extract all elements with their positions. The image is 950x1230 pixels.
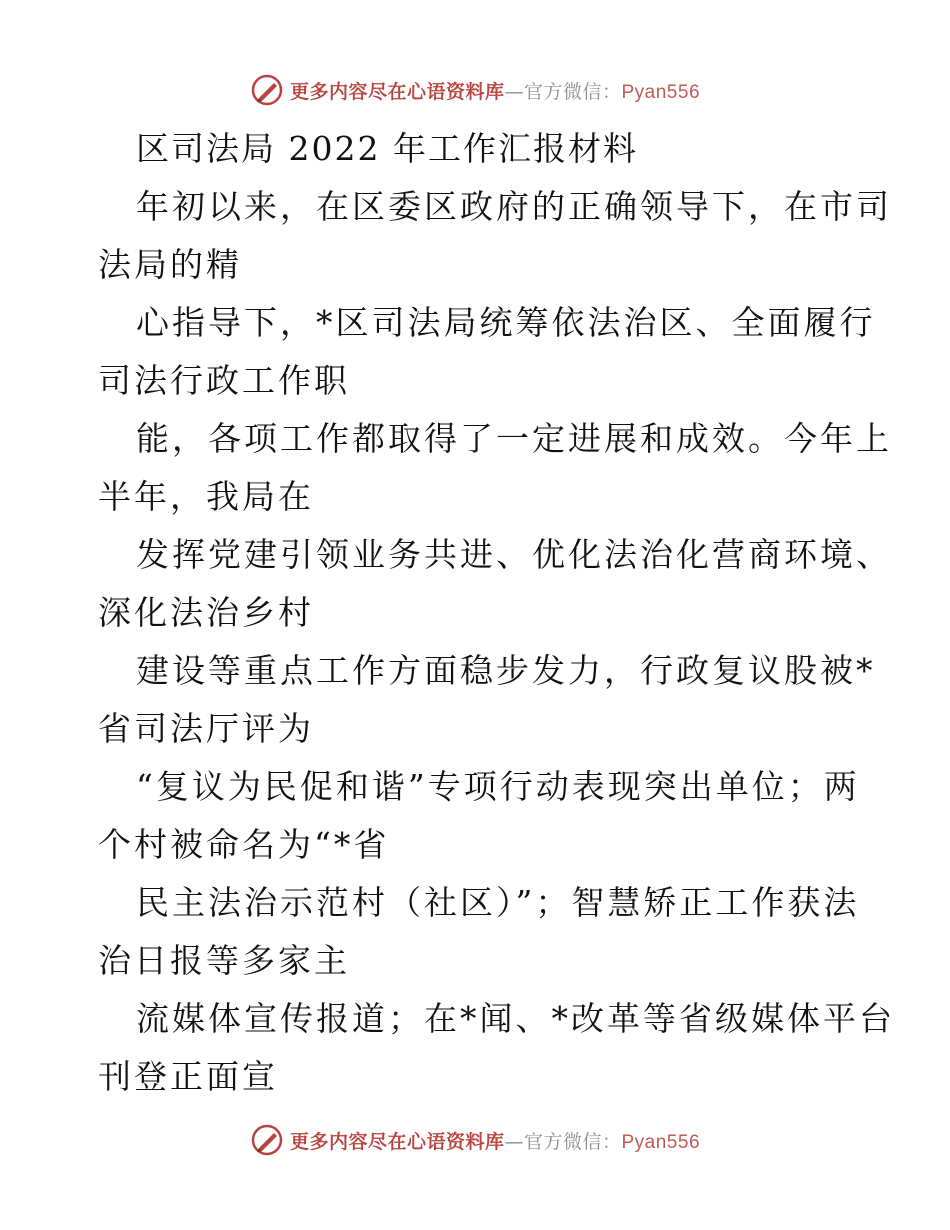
watermark-separator: — — [504, 80, 524, 103]
watermark-wechat-label: 官方微信： — [523, 80, 622, 103]
watermark-text — [290, 77, 700, 104]
body-line: 个村被命名为“*省 — [98, 825, 390, 864]
watermark-separator: — — [504, 1130, 524, 1153]
watermark-account: Pyan556 — [621, 1131, 701, 1153]
body-line: 流媒体宣传报道；在*闻、*改革等省级媒体平台 — [136, 999, 895, 1038]
body-line: 法局的精 — [98, 245, 242, 284]
watermark-banner-top — [0, 70, 950, 110]
body-line: 深化法治乡村 — [98, 593, 314, 632]
body-line: 年初以来，在区委区政府的正确领导下，在市司 — [136, 187, 892, 226]
body-line: 治日报等多家主 — [98, 941, 350, 980]
watermark-wechat-label: 官方微信： — [523, 1130, 622, 1153]
body-line: 发挥党建引领业务共进、优化法治化营商环境、 — [136, 535, 892, 574]
watermark-site-text: 更多内容尽在心语资料库 — [289, 1130, 505, 1153]
document-title: 区司法局 2022 年工作汇报材料 — [136, 129, 638, 168]
body-line: 心指导下，*区司法局统筹依法治区、全面履行 — [136, 303, 876, 342]
watermark-banner-bottom — [0, 1120, 950, 1160]
body-line: 刊登正面宣 — [98, 1057, 278, 1096]
body-line: 建设等重点工作方面稳步发力，行政复议股被* — [136, 651, 876, 690]
watermark-text — [290, 1127, 700, 1154]
pen-logo-icon — [250, 1123, 284, 1157]
body-line: “复议为民促和谐”专项行动表现突出单位；两 — [136, 767, 860, 806]
watermark-account: Pyan556 — [621, 81, 701, 103]
body-line: 民主法治示范村（社区）”；智慧矫正工作获法 — [136, 883, 860, 922]
pen-logo-icon — [250, 73, 284, 107]
body-line: 半年，我局在 — [98, 477, 314, 516]
document-body — [98, 120, 895, 1106]
body-line: 省司法厅评为 — [98, 709, 314, 748]
body-line: 司法行政工作职 — [98, 361, 350, 400]
watermark-site-text: 更多内容尽在心语资料库 — [289, 80, 505, 103]
body-line: 能，各项工作都取得了一定进展和成效。今年上 — [136, 419, 892, 458]
